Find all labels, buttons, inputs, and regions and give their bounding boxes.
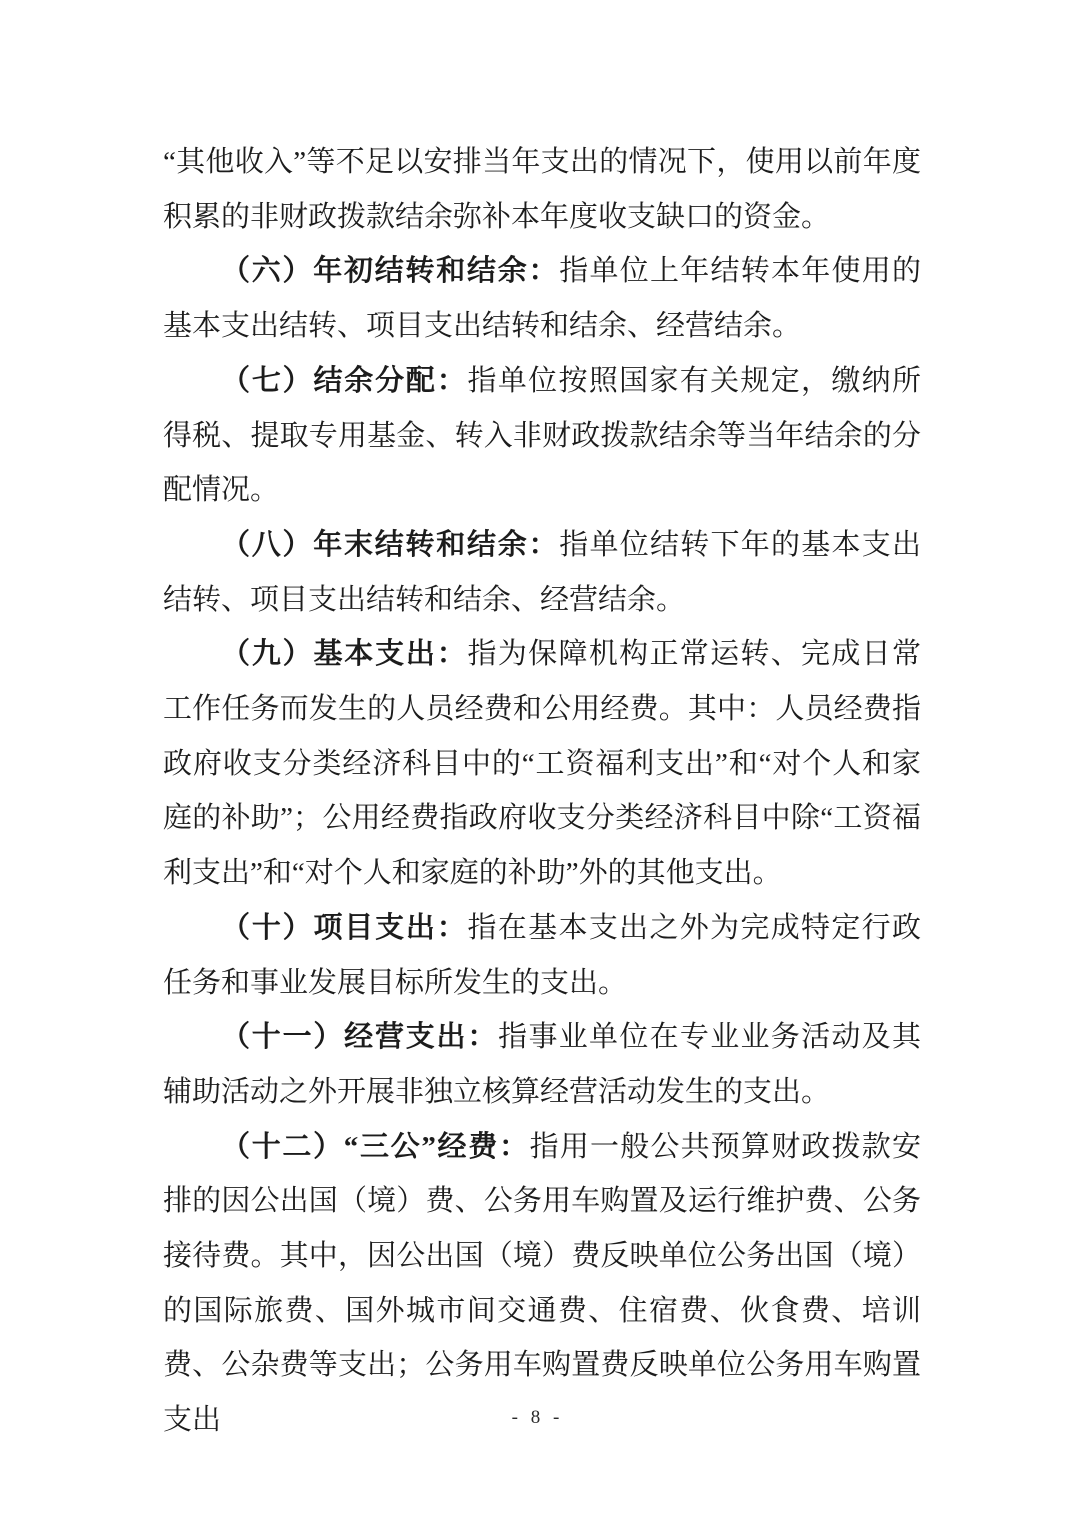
paragraph-label: （七）结余分配： bbox=[221, 364, 468, 397]
paragraph bbox=[163, 135, 921, 244]
paragraph bbox=[163, 354, 921, 518]
paragraph-text: 指单位结转下年的基本支出结转、项目支出结转和结余、经营结余。 bbox=[163, 528, 921, 616]
paragraph-label: （六）年初结转和结余： bbox=[221, 255, 560, 288]
paragraph-text: 指在基本支出之外为完成特定行政任务和事业发展目标所发生的支出。 bbox=[163, 911, 921, 999]
paragraph-label: （十一）经营支出： bbox=[221, 1021, 499, 1054]
paragraph-label: （八）年末结转和结余： bbox=[221, 528, 560, 561]
paragraph bbox=[163, 627, 921, 901]
paragraph-text: 指用一般公共预算财政拨款安排的因公出国（境）费、公务用车购置及运行维护费、公务接待费。其中，因公出国（境）费反映单位公务出国（境）的国际旅费、国外城市间交通费、住宿费、伙食费、培训费、公杂费等支出；公务用车购置费反映单位公务用车购置支出 bbox=[163, 1130, 921, 1437]
paragraph-text: “其他收入”等不足以安排当年支出的情况下，使用以前年度积累的非财政拨款结余弥补本年度收支缺口的资金。 bbox=[163, 146, 921, 233]
paragraph bbox=[163, 1010, 921, 1119]
paragraph bbox=[163, 518, 921, 627]
paragraph-label: （十）项目支出： bbox=[221, 911, 468, 944]
paragraph bbox=[163, 901, 921, 1010]
paragraph-label: （十二）“三公”经费： bbox=[221, 1130, 530, 1163]
paragraph-text: 指单位上年结转本年使用的基本支出结转、项目支出结转和结余、经营结余。 bbox=[163, 255, 921, 343]
paragraph-text: 指事业单位在专业业务活动及其辅助活动之外开展非独立核算经营活动发生的支出。 bbox=[163, 1021, 921, 1108]
paragraph-text: 指为保障机构正常运转、完成日常工作任务而发生的人员经费和公用经费。其中：人员经费指政府收支分类经济科目中的“工资福利支出”和“对个人和家庭的补助”；公用经费指政府收支分类经济科目中除“工资福利支出”和“对个人和家庭的补助”外的其他支出。 bbox=[163, 638, 921, 890]
paragraph-label: （九）基本支出： bbox=[221, 638, 468, 671]
paragraph-text: 指单位按照国家有关规定，缴纳所得税、提取专用基金、转入非财政拨款结余等当年结余的分配情况。 bbox=[163, 364, 921, 507]
page-number: - 8 - bbox=[511, 1407, 564, 1428]
document-body bbox=[163, 135, 921, 1448]
paragraph bbox=[163, 1120, 921, 1448]
paragraph bbox=[163, 244, 921, 353]
